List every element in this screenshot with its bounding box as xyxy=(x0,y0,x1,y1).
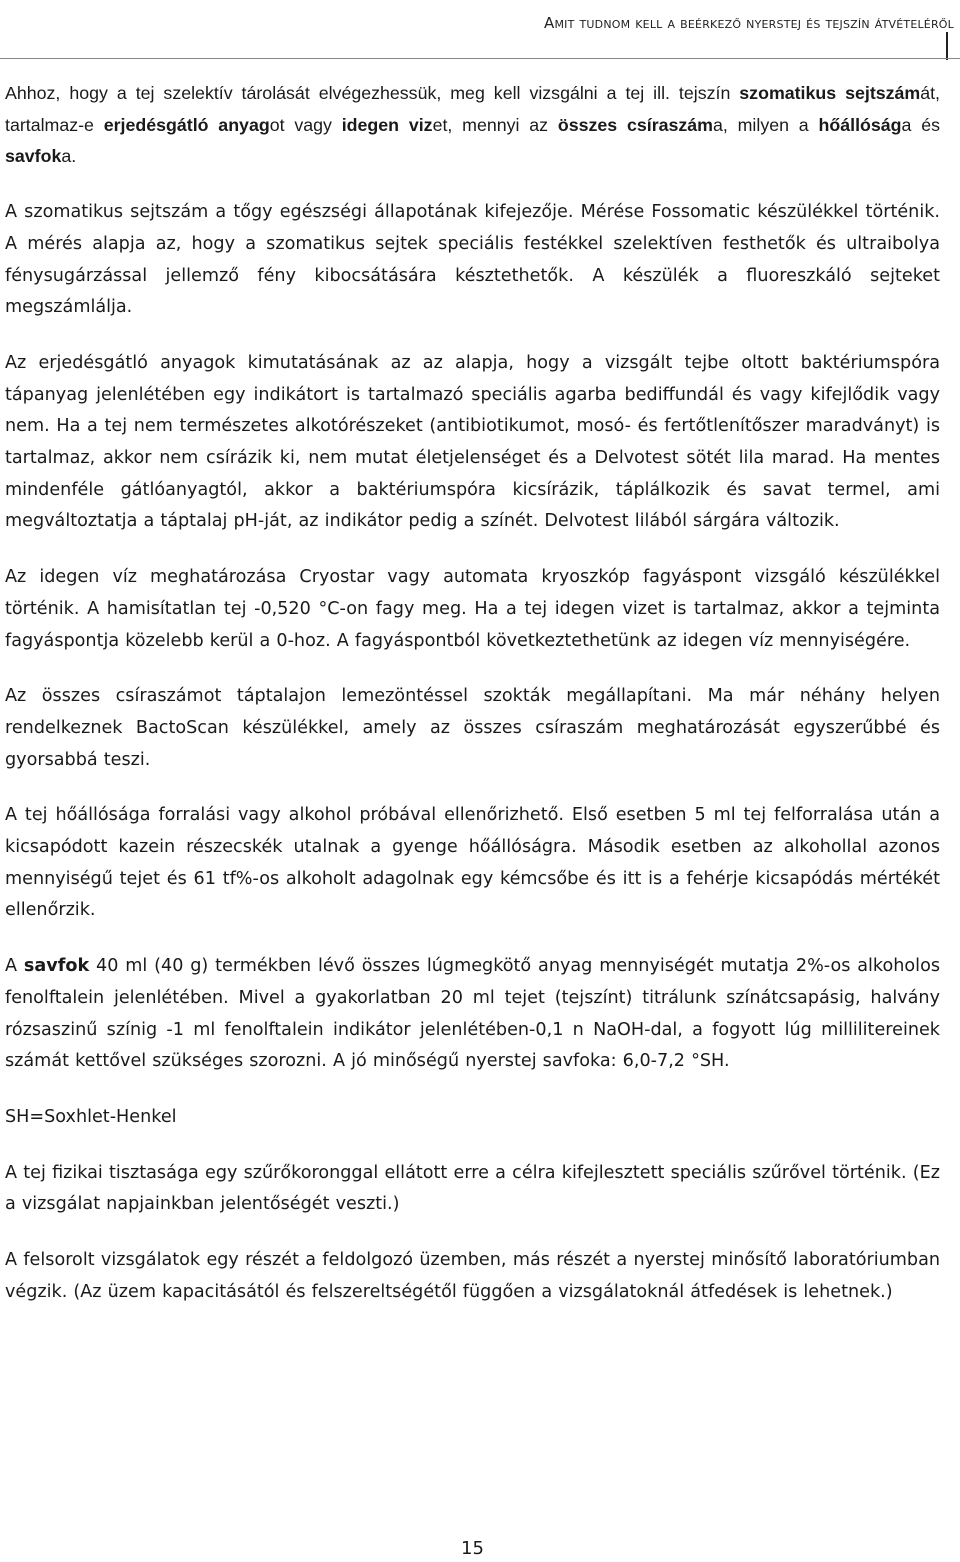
paragraph-laboratories: A felsorolt vizsgálatok egy részét a feldolgozó üzemben, más részét a nyerstej minősítő laboratóriumban végzik. (Az üzem kapacitásától és felszereltségétől függően a vizsgálatoknál átfedések is lehetnek.) xyxy=(5,1250,940,1302)
paragraph-intro xyxy=(5,78,940,173)
keyword-acidity: savfok xyxy=(23,956,90,977)
paragraph-bacteria-count: Az összes csíraszámot táptalajon lemezöntéssel szokták megállapítani. Ma már néhány helyen rendelkeznek BactoScan készülékkel, amely az összes csíraszám meghatározását egyszerűbbé és gyorsabbá teszi. xyxy=(5,686,940,770)
paragraph-acidity xyxy=(5,951,940,1078)
text-run: A xyxy=(5,956,24,977)
text-run: 40 ml (40 g) termékben lévő összes lúgmegkötő anyag mennyiségét mutatja 2%-os alkoholos fenolftalein jelenlétében. Mivel a gyakorlatban 20 ml tejet (tejszínt) titrálunk színátcsapásig, halvány rózsaszinű színig -1 ml fenolftalein indikátor jelenlétében-0,1 n NaOH-dal, a fogyott lúg millilitereinek számát kettővel szükséges szorozni. A jó minőségű nyerstej savfoka: 6,0-7,2 °SH. xyxy=(5,956,940,1072)
keyword-acidity: savfok xyxy=(5,146,62,167)
text-run: a, milyen a xyxy=(712,114,819,135)
paragraph-inhibitor: Az erjedésgátló anyagok kimutatásának az az alapja, hogy a vizsgált tejbe oltott baktériumspóra tápanyag jelenlétében egy indikátort is tartalmazó speciális agarba bediffundál és vagy kifejlődik vagy nem. Ha a tej nem természetes alkotórészeket (antibiotikumot, mosó- és fertőtlenítőszer maradványt) is tartalmaz, akkor nem csírázik ki, nem mutat életjelenséget és a Delvotest sötét lila marad. Ha mentes mindenféle gátlóanyagtól, akkor a baktériumspóra kicsírázik, táplálkozik és savat termel, ami megváltoztatja a táptalaj pH-ját, az indikátor pedig a színét. Delvotest lilából sárgára változik. xyxy=(5,352,940,532)
text-run: Ahhoz, hogy a tej szelektív tárolását elvégezhessük, meg kell vizsgálni a tej ill. tejszín xyxy=(5,83,740,103)
text-run: et, mennyi az xyxy=(432,114,558,135)
keyword-foreign-water: idegen viz xyxy=(341,114,433,135)
keyword-heat-stability: hőállóság xyxy=(818,114,902,135)
header-divider xyxy=(0,58,960,59)
paragraph-somatic: A szomatikus sejtszám a tőgy egészségi állapotának kifejezője. Mérése Fossomatic készülékkel történik. A mérés alapja az, hogy a szomatikus sejtek speciális festékkel szelektíven festhetők és ultraibolya fénysugárzással jellemző fény kibocsátására késztethetők. A készülék a fluoreszkáló sejteket megszámlálja. xyxy=(5,202,940,318)
text-run: a és xyxy=(901,114,940,135)
page-body xyxy=(5,78,940,1333)
paragraph-physical-purity: A tej fizikai tisztasága egy szűrőkoronggal ellátott erre a célra kifejlesztett speciális szűrővel történik. (Ez a vizsgálat napjainkban jelentőségét veszti.) xyxy=(5,1162,940,1215)
running-header: Amit tudnom kell a beérkező nyerstej és tejszín átvételéről xyxy=(544,14,954,32)
keyword-total-bacteria: összes csíraszám xyxy=(557,114,713,135)
paragraph-heat-stability: A tej hőállósága forralási vagy alkohol próbával ellenőrizhető. Első esetben 5 ml tej felforralása után a kicsapódott kazein részecskék utalnak a gyenge hőállóságra. Második esetben az alkohollal azonos mennyiségű tejet és 61 tf%-os alkoholt adagolnak egy kémcsőbe és itt is a fehérje kicsapódás mértékét ellenőrzik. xyxy=(5,805,940,921)
text-run: ot vagy xyxy=(269,114,342,135)
header-corner-rule xyxy=(946,32,960,60)
text-run: át, tartalmaz-e xyxy=(5,83,940,135)
text-run: a. xyxy=(61,146,77,167)
paragraph-sh-definition: SH=Soxhlet-Henkel xyxy=(5,1106,177,1127)
keyword-inhibitor: erjedésgátló anyag xyxy=(103,114,270,135)
page-number: 15 xyxy=(461,1538,484,1559)
keyword-somatic-cell-count: szomatikus sejtszám xyxy=(739,83,921,103)
paragraph-foreign-water: Az idegen víz meghatározása Cryostar vagy automata kryoszkóp fagyáspont vizsgáló készülékkel történik. A hamisítatlan tej -0,520 °C-on fagy meg. Ha a tej idegen vizet is tartalmaz, akkor a tejminta fagyáspontja közelebb kerül a 0-hoz. A fagyáspontból következtethetünk az idegen víz mennyiségére. xyxy=(5,567,940,651)
